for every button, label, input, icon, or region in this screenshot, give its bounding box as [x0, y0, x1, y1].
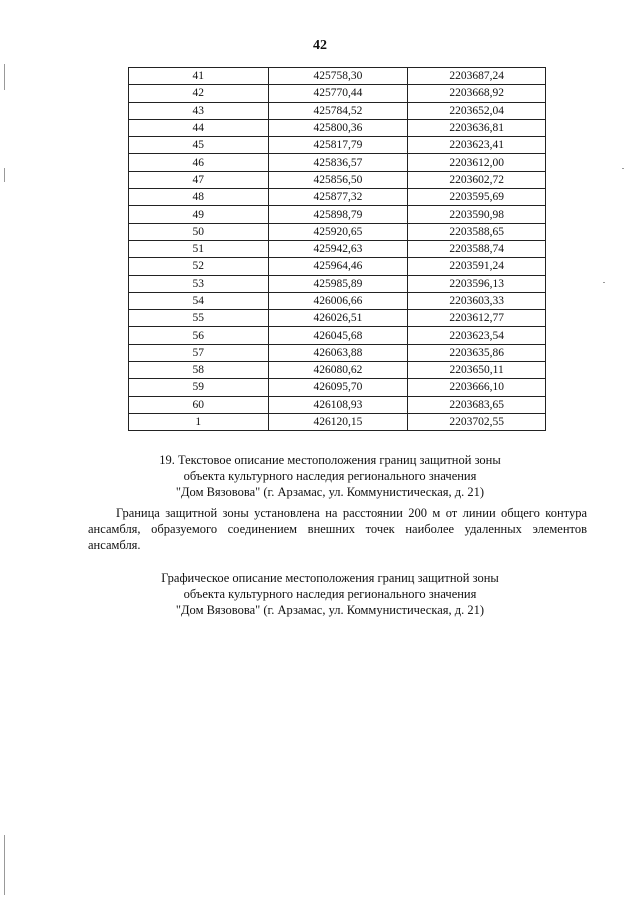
table-row [129, 275, 546, 292]
x-coordinate-cell: 425836,57 [268, 154, 408, 171]
y-coordinate-cell: 2203623,54 [408, 327, 546, 344]
x-coordinate-cell: 426045,68 [268, 327, 408, 344]
point-number-cell: 42 [129, 85, 269, 102]
table-row [129, 206, 546, 223]
point-number-cell: 60 [129, 396, 269, 413]
table-row [129, 171, 546, 188]
table-row [129, 68, 546, 85]
graphic-description-heading [100, 570, 560, 618]
table-row [129, 292, 546, 309]
y-coordinate-cell: 2203702,55 [408, 413, 546, 430]
table-row [129, 379, 546, 396]
point-number-cell: 1 [129, 413, 269, 430]
x-coordinate-cell: 425877,32 [268, 189, 408, 206]
table-row [129, 154, 546, 171]
point-number-cell: 47 [129, 171, 269, 188]
y-coordinate-cell: 2203612,77 [408, 310, 546, 327]
x-coordinate-cell: 426120,15 [268, 413, 408, 430]
x-coordinate-cell: 426095,70 [268, 379, 408, 396]
scan-margin-mark [622, 168, 624, 169]
page-number: 42 [313, 38, 327, 53]
point-number-cell: 50 [129, 223, 269, 240]
scan-margin-mark [4, 168, 5, 182]
x-coordinate-cell: 425758,30 [268, 68, 408, 85]
point-number-cell: 54 [129, 292, 269, 309]
y-coordinate-cell: 2203602,72 [408, 171, 546, 188]
point-number-cell: 57 [129, 344, 269, 361]
section-19-heading-line: "Дом Вязовова" (г. Арзамас, ул. Коммунистическая, д. 21) [175, 485, 485, 499]
y-coordinate-cell: 2203588,65 [408, 223, 546, 240]
x-coordinate-cell: 425817,79 [268, 137, 408, 154]
table-row [129, 413, 546, 430]
y-coordinate-cell: 2203683,65 [408, 396, 546, 413]
point-number-cell: 55 [129, 310, 269, 327]
y-coordinate-cell: 2203652,04 [408, 102, 546, 119]
graphic-heading-line: объекта культурного наследия регионального значения [183, 587, 477, 601]
x-coordinate-cell: 426026,51 [268, 310, 408, 327]
table-row [129, 223, 546, 240]
point-number-cell: 52 [129, 258, 269, 275]
point-number-cell: 46 [129, 154, 269, 171]
scan-margin-mark [4, 64, 5, 90]
x-coordinate-cell: 426108,93 [268, 396, 408, 413]
scan-margin-mark [4, 835, 5, 895]
point-number-cell: 58 [129, 362, 269, 379]
table-row [129, 310, 546, 327]
table-row [129, 258, 546, 275]
point-number-cell: 56 [129, 327, 269, 344]
y-coordinate-cell: 2203650,11 [408, 362, 546, 379]
x-coordinate-cell: 425898,79 [268, 206, 408, 223]
boundary-description-paragraph: Граница защитной зоны установлена на расстоянии 200 м от линии общего контура ансамбля, образуемого соединением внешних точек наиболее удаленных элементов ансамбля. [88, 506, 587, 552]
section-19-heading-line: объекта культурного наследия регионального значения [183, 469, 477, 483]
y-coordinate-cell: 2203666,10 [408, 379, 546, 396]
x-coordinate-cell: 425920,65 [268, 223, 408, 240]
y-coordinate-cell: 2203603,33 [408, 292, 546, 309]
x-coordinate-cell: 425856,50 [268, 171, 408, 188]
y-coordinate-cell: 2203668,92 [408, 85, 546, 102]
x-coordinate-cell: 426063,88 [268, 344, 408, 361]
point-number-cell: 43 [129, 102, 269, 119]
y-coordinate-cell: 2203591,24 [408, 258, 546, 275]
table-row [129, 137, 546, 154]
point-number-cell: 51 [129, 240, 269, 257]
point-number-cell: 44 [129, 119, 269, 136]
y-coordinate-cell: 2203590,98 [408, 206, 546, 223]
table-row [129, 240, 546, 257]
point-number-cell: 59 [129, 379, 269, 396]
x-coordinate-cell: 426006,66 [268, 292, 408, 309]
section-19-heading [100, 452, 560, 500]
coordinates-table [128, 67, 546, 431]
table-row [129, 189, 546, 206]
x-coordinate-cell: 425800,36 [268, 119, 408, 136]
point-number-cell: 41 [129, 68, 269, 85]
coordinates-table-body [129, 68, 546, 431]
y-coordinate-cell: 2203635,86 [408, 344, 546, 361]
point-number-cell: 48 [129, 189, 269, 206]
section-19-heading-line: 19. Текстовое описание местоположения границ защитной зоны [159, 453, 501, 467]
y-coordinate-cell: 2203623,41 [408, 137, 546, 154]
table-row [129, 344, 546, 361]
table-row [129, 362, 546, 379]
point-number-cell: 53 [129, 275, 269, 292]
x-coordinate-cell: 425942,63 [268, 240, 408, 257]
scan-margin-mark [603, 282, 605, 283]
table-row [129, 119, 546, 136]
x-coordinate-cell: 425985,89 [268, 275, 408, 292]
y-coordinate-cell: 2203595,69 [408, 189, 546, 206]
y-coordinate-cell: 2203687,24 [408, 68, 546, 85]
point-number-cell: 49 [129, 206, 269, 223]
y-coordinate-cell: 2203636,81 [408, 119, 546, 136]
x-coordinate-cell: 425770,44 [268, 85, 408, 102]
y-coordinate-cell: 2203588,74 [408, 240, 546, 257]
x-coordinate-cell: 425964,46 [268, 258, 408, 275]
x-coordinate-cell: 425784,52 [268, 102, 408, 119]
x-coordinate-cell: 426080,62 [268, 362, 408, 379]
point-number-cell: 45 [129, 137, 269, 154]
graphic-heading-line: Графическое описание местоположения границ защитной зоны [161, 571, 499, 585]
y-coordinate-cell: 2203612,00 [408, 154, 546, 171]
graphic-heading-line: "Дом Вязовова" (г. Арзамас, ул. Коммунистическая, д. 21) [175, 603, 485, 617]
table-row [129, 327, 546, 344]
table-row [129, 102, 546, 119]
y-coordinate-cell: 2203596,13 [408, 275, 546, 292]
table-row [129, 85, 546, 102]
table-row [129, 396, 546, 413]
